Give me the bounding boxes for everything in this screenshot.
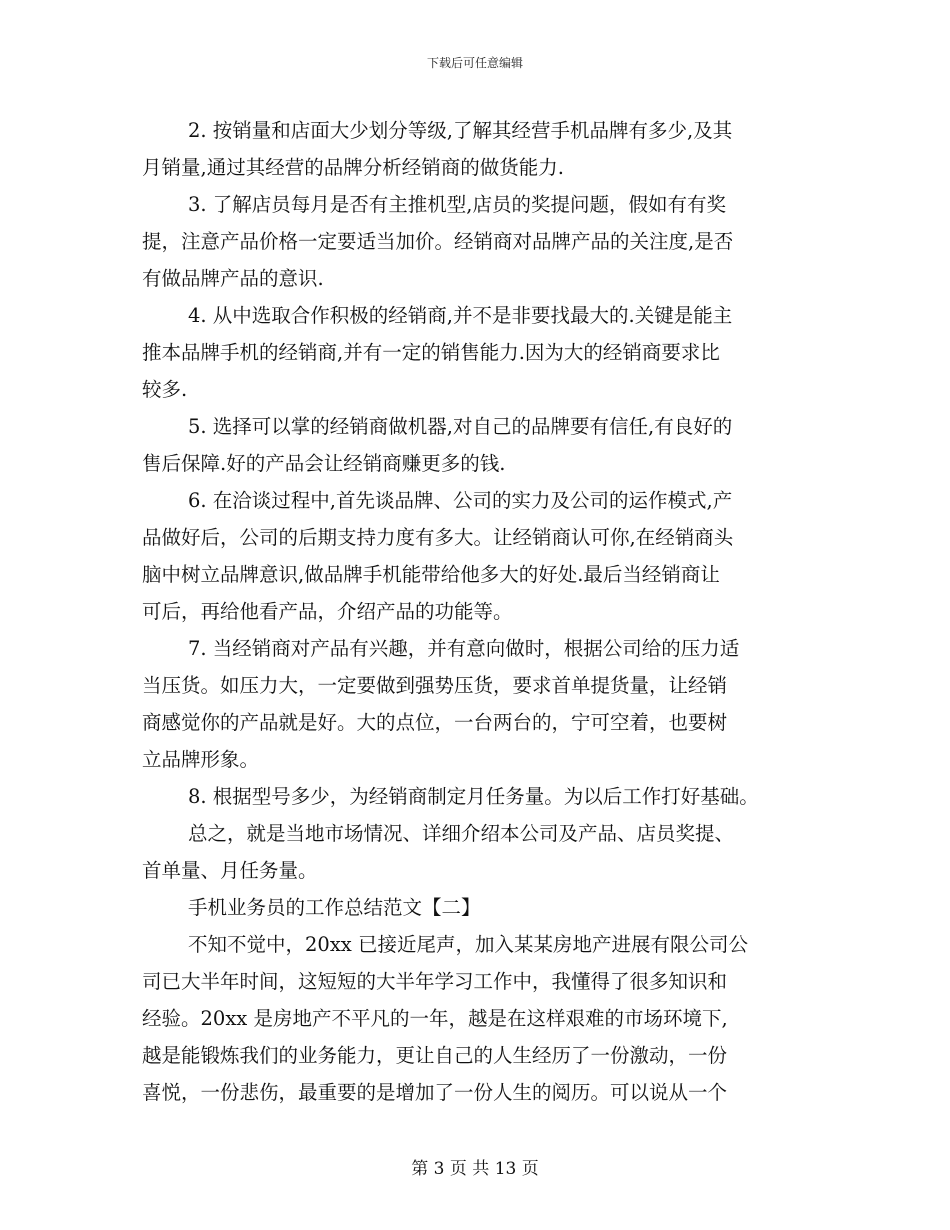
text-line: 当压货。如压力大，一定要做到强势压货，要求首单提货量，让经销 [142,674,728,697]
text-line: 脑中树立品牌意识,做品牌手机能带给他多大的好处.最后当经销商让 [142,563,720,586]
text-line: 2. 按销量和店面大少划分等级,了解其经营手机品牌有多少,及其 [188,119,733,142]
text-line: 有做品牌产品的意识. [142,267,324,290]
text-line: 3. 了解店员每月是否有主推机型,店员的奖提问题，假如有有奖 [188,193,727,216]
text-line: 立品牌形象。 [142,748,260,771]
text-line: 6. 在洽谈过程中,首先谈品牌、公司的实力及公司的运作模式,产 [188,489,733,512]
text-line: 4. 从中选取合作积极的经销商,并不是非要找最大的.关键是能主 [188,304,733,327]
text-line: 首单量、月任务量。 [142,859,318,882]
text-line: 售后保障.好的产品会让经销商赚更多的钱. [142,452,506,475]
text-line: 5. 选择可以掌的经销商做机器,对自己的品牌要有信任,有良好的 [188,415,733,438]
section-heading: 手机业务员的工作总结范文【二】 [188,896,481,919]
page-number-footer: 第 3 页 共 13 页 [411,1159,539,1179]
text-line: 经验。20xx 是房地产不平凡的一年，越是在这样艰难的市场环境下, [142,1007,728,1030]
page-header: 下载后可任意编辑 [426,56,523,70]
text-line: 8. 根据型号多少，为经销商制定月任务量。为以后工作打好基础。 [188,785,759,808]
text-line: 月销量,通过其经营的品牌分析经销商的做货能力. [142,156,564,179]
text-line: 不知不觉中，20xx 已接近尾声，加入某某房地产进展有限公司公 [188,933,749,956]
text-line: 较多. [142,378,188,401]
text-line: 提，注意产品价格一定要适当加价。经销商对品牌产品的关注度,是否 [142,230,734,253]
text-line: 推本品牌手机的经销商,并有一定的销售能力.因为大的经销商要求比 [142,341,720,364]
text-line: 喜悦，一份悲伤，最重要的是增加了一份人生的阅历。可以说从一个 [142,1081,728,1104]
text-line: 7. 当经销商对产品有兴趣，并有意向做时，根据公司给的压力适 [188,637,740,660]
text-line: 可后，再给他看产品，介绍产品的功能等。 [142,600,513,623]
text-line: 品做好后，公司的后期支持力度有多大。让经销商认可你,在经销商头 [142,526,734,549]
text-line: 司已大半年时间，这短短的大半年学习工作中，我懂得了很多知识和 [142,970,728,993]
document-body [142,112,822,1111]
text-line: 总之，就是当地市场情况、详细介绍本公司及产品、店员奖提、 [188,822,735,845]
text-line: 越是能锻炼我们的业务能力，更让自己的人生经历了一份激动，一份 [142,1044,728,1067]
text-line: 商感觉你的产品就是好。大的点位，一台两台的，宁可空着，也要树 [142,711,728,734]
